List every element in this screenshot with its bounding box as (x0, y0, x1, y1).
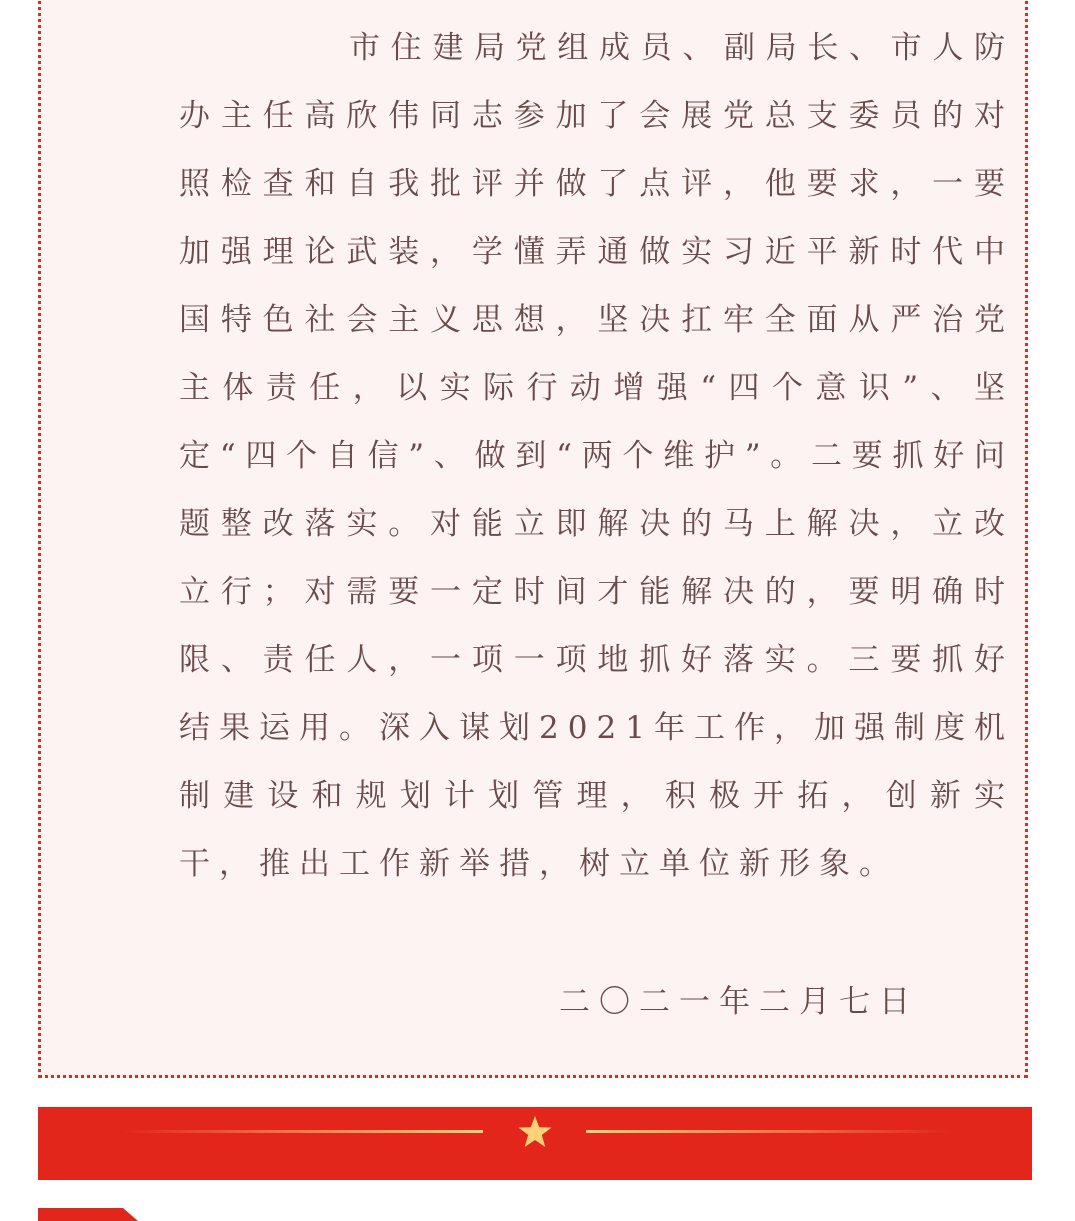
star-icon (517, 1115, 553, 1149)
letter-card (38, 0, 1028, 1078)
divider-line-right (586, 1130, 951, 1133)
section-divider-banner (38, 1107, 1032, 1180)
section-header-tab (38, 1208, 138, 1221)
letter-date: 二〇二一年二月七日 (559, 984, 919, 1020)
divider-line-left (123, 1130, 483, 1133)
letter-body: 市住建局党组成员、副局长、市人防办主任高欣伟同志参加了会展党总支委员的对照检查和自我批评并做了点评，他要求，一要加强理论武装，学懂弄通做实习近平新时代中国特色社会主义思想，坚决扛牢全面从严治党主体责任，以实际行动增强“四个意识”、坚定“四个自信”、做到“两个维护”。二要抓好问题整改落实。对能立即解决的马上解决，立改立行；对需要一定时间才能解决的，要明确时限、责任人，一项一项地抓好落实。三要抓好结果运用。深入谋划2021年工作，加强制度机制建设和规划计划管理，积极开拓，创新实干，推出工作新举措，树立单位新形象。 (179, 30, 1015, 882)
